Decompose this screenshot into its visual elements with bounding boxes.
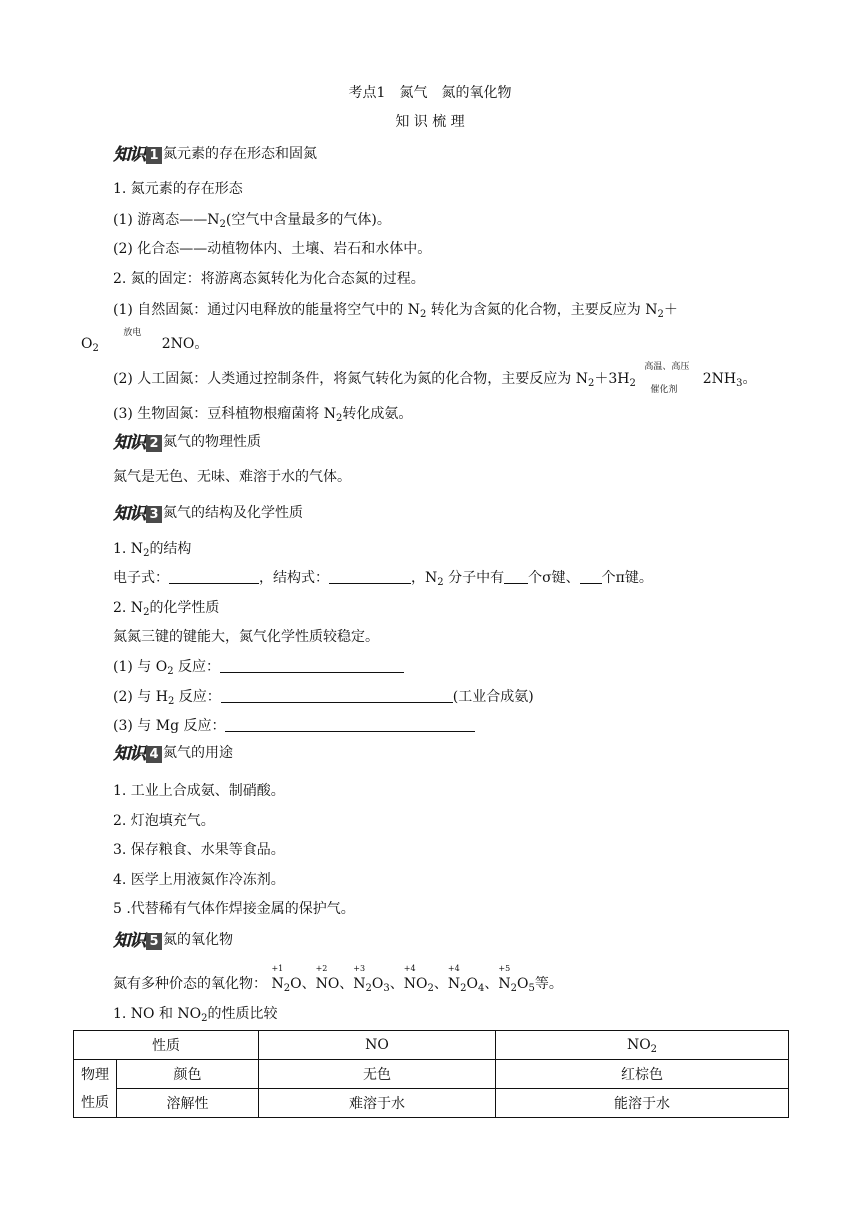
knowledge-1-title: 氮元素的存在形态和固氮	[163, 146, 317, 162]
table-group-physical: 物理 性质	[74, 1060, 117, 1118]
knowledge-1-heading	[113, 144, 317, 164]
k4-item: 2. 灯泡填充气。	[113, 813, 215, 829]
table-cell: 能溶于水	[496, 1089, 789, 1118]
knowledge-badge-3: 知识 3	[113, 505, 162, 523]
page-title: 考点1 氮气 氮的氧化物	[348, 85, 512, 101]
knowledge-3-heading	[113, 503, 303, 523]
no-no2-comparison-table	[73, 1030, 789, 1118]
knowledge-5-heading	[113, 930, 233, 950]
answer-blank-structural-formula[interactable]	[329, 569, 411, 584]
table-cell: 颜色	[117, 1060, 259, 1089]
oxide-formula: +3 $N_2O_3$	[353, 964, 390, 994]
k4-item: 1. 工业上合成氨、制硝酸。	[113, 783, 285, 799]
k3-line-4: 氮氮三键的键能大，氮气化学性质较稳定。	[113, 629, 379, 645]
k5-line-1: 氮有多种价态的氧化物： +1 $N_2O$、 +2 NO、 +3 $N_2O_3$、 +4 $NO_2$、 +4 $N_2O_4$、 +5 $N_2O_5$等。	[113, 964, 563, 994]
table-header-property: 性质	[74, 1031, 259, 1060]
knowledge-5-title: 氮的氧化物	[163, 932, 233, 948]
k4-item: 3. 保存粮食、水果等食品。	[113, 842, 285, 858]
k4-item: 4. 医学上用液氮作冷冻剂。	[113, 872, 285, 888]
table-header-no2: $NO_2$	[496, 1031, 789, 1060]
k3-line-2: 电子式： ，结构式： ，$N_2$ 分子中有 个σ键、 个π键。	[113, 570, 653, 588]
k3-line-5: (1) 与 $O_2$ 反应：	[113, 658, 404, 676]
k1-line-2: (1) 游离态$——N_2$(空气中含量最多的气体)。	[113, 212, 391, 230]
knowledge-badge-1: 知识 1	[113, 146, 162, 164]
page-subtitle: 知 识 梳 理	[395, 114, 465, 130]
table-cell: 溶解性	[117, 1089, 259, 1118]
k1-line-5: (1) 自然固氮：通过闪电释放的能量将空气中的 $N_2$ 转化为含氮的化合物，主要反应为 $N_2+$	[113, 302, 678, 320]
knowledge-2-heading	[113, 432, 261, 452]
answer-blank-pi-count[interactable]	[580, 569, 602, 584]
answer-blank-o2-reaction[interactable]	[220, 658, 404, 673]
k3-line-1: 1. $N_2$的结构	[113, 541, 192, 559]
knowledge-badge-4: 知识 4	[113, 745, 162, 763]
oxide-formula: +5 $N_2O_5$	[498, 964, 535, 994]
k1-line-1: 1. 氮元素的存在形态	[113, 181, 243, 197]
oxide-formula: +1 $N_2O$	[271, 964, 302, 994]
table-row	[74, 1031, 789, 1060]
k5-line-2: 1. NO 和 $NO_2$的性质比较	[113, 1006, 278, 1024]
table-header-no: NO	[259, 1031, 496, 1060]
k4-item: 5 .代替稀有气体作焊接金属的保护气。	[113, 901, 355, 917]
knowledge-badge-5: 知识 5	[113, 932, 162, 950]
k1-line-4: 2. 氮的固定：将游离态氮转化为化合态氮的过程。	[113, 271, 425, 287]
answer-blank-electron-formula[interactable]	[169, 569, 259, 584]
k1-line-3: (2) 化合态——动植物体内、土壤、岩石和水体中。	[113, 241, 432, 257]
knowledge-badge-2: 知识 2	[113, 434, 162, 452]
table-cell: 难溶于水	[259, 1089, 496, 1118]
oxide-formula: +4 $N_2O_4$	[447, 964, 485, 994]
reaction-condition: 高温、高压 催化剂	[644, 362, 690, 395]
table-cell: 红棕色	[496, 1060, 789, 1089]
knowledge-3-title: 氮气的结构及化学性质	[163, 505, 303, 521]
oxide-formula: +2 NO	[315, 964, 340, 992]
answer-blank-sigma-count[interactable]	[504, 569, 528, 584]
k3-line-6: (2) 与 $H_2$ 反应： (工业合成氨)	[113, 689, 534, 707]
knowledge-4-heading	[113, 743, 233, 763]
k2-line-1: 氮气是无色、无味、难溶于水的气体。	[113, 469, 351, 485]
reaction-arrow: 放电	[123, 328, 142, 338]
knowledge-4-title: 氮气的用途	[163, 745, 233, 761]
oxide-formula: +4 $NO_2$	[403, 964, 434, 994]
table-row	[74, 1060, 789, 1089]
answer-blank-mg-reaction[interactable]	[225, 717, 475, 732]
knowledge-2-title: 氮气的物理性质	[163, 434, 261, 450]
k1-line-8: (3) 生物固氮：豆科植物根瘤菌将 $N_2$转化成氨。	[113, 406, 413, 424]
table-row	[74, 1089, 789, 1118]
k1-line-7: (2) 人工固氮：人类通过控制条件，将氮气转化为氮的化合物，主要反应为 $N_2+3H_2$ 高温、高压 催化剂 $2NH_3$。	[113, 362, 757, 395]
k1-line-6: $O_2$ 放电 2NO。	[81, 328, 209, 354]
k3-line-3: 2. $N_2$的化学性质	[113, 600, 220, 618]
table-cell: 无色	[259, 1060, 496, 1089]
answer-blank-h2-reaction[interactable]	[221, 688, 453, 703]
k3-line-7: (3) 与 Mg 反应：	[113, 717, 475, 735]
